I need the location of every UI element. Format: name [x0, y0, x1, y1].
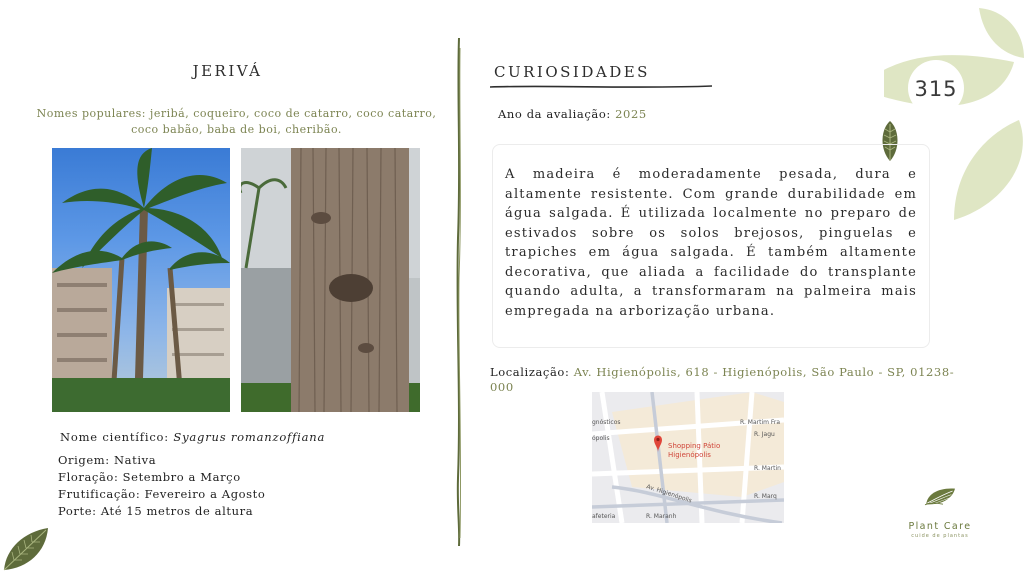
map-label-afeteria: afeteria: [592, 513, 616, 520]
evaluation-year-line: [498, 107, 647, 121]
fact-fruiting: Frutificação: Fevereiro a Agosto: [58, 487, 266, 501]
map-label-martim-fra: R. Martim Fra: [740, 419, 781, 426]
scientific-name-line: [60, 430, 325, 444]
palm-trees-photo: [52, 148, 230, 412]
logo-name: Plant Care: [908, 521, 972, 532]
column-divider: [452, 38, 466, 546]
curiosities-box: [492, 144, 930, 348]
map-label-av-higienopolis: Av. Higienópolis: [645, 483, 693, 505]
location-map[interactable]: [592, 392, 784, 523]
logo-subtitle: cuide de plantas: [911, 533, 969, 539]
popular-names: Nomes populares: jeribá, coqueiro, coco de catarro, coco catarro, coco babão, baba de boi, cheribão.: [36, 107, 437, 136]
fact-size: Porte: Até 15 metros de altura: [58, 504, 254, 518]
map-place-name-2: Higienópolis: [668, 451, 711, 459]
trunk-photo: [241, 148, 420, 412]
map-art: [592, 392, 784, 523]
map-label-gnosticos: gnósticos: [592, 419, 621, 426]
palm-trees-photo-art: [52, 148, 230, 412]
location-line: [490, 365, 970, 395]
curiosities-text: A madeira é moderadamente pesada, dura e altamente resistente. Com grande durabilidade em água salgada. É utilizada localmente no preparo de estivados sobre os solos brejosos, pinguelas e trapiches em água salgada. É também altamente decorativa, que aliada a facilidade do transplante quando adulta, a transformaram na palmeira mais empregada na arborização urbana.: [505, 167, 917, 319]
eval-year: 2025: [615, 107, 647, 121]
map-label-martin: R. Martin: [754, 465, 781, 472]
fact-flowering: Floração: Setembro a Março: [58, 470, 241, 484]
title-underline: [490, 84, 712, 90]
page-number-badge: 315: [914, 77, 958, 101]
species-title: JERIVÁ: [192, 62, 263, 80]
trunk-photo-art: [241, 148, 420, 412]
map-label-maranh: R. Maranh: [646, 513, 677, 520]
map-place-name-1: Shopping Pátio: [668, 442, 721, 450]
location-label: Localização:: [490, 365, 574, 379]
fact-origin: Origem: Nativa: [58, 453, 157, 467]
map-label-opolis: ópolis: [592, 435, 610, 442]
map-label-marq: R. Marq: [754, 493, 777, 500]
eval-label: Ano da avaliação:: [498, 107, 616, 121]
plant-care-logo-icon: [895, 485, 985, 521]
scientific-name: Syagrus romanzoffiana: [173, 430, 326, 444]
curiosities-title: CURIOSIDADES: [494, 63, 650, 81]
map-label-jagu: R. Jagu: [754, 431, 775, 438]
bottom-leaf-icon: [0, 526, 52, 572]
species-facts: [58, 452, 265, 520]
location-value: Av. Higienópolis, 618 - Higienópolis, São Paulo - SP, 01238-000: [490, 365, 955, 394]
scientific-label: Nome científico:: [60, 430, 174, 444]
